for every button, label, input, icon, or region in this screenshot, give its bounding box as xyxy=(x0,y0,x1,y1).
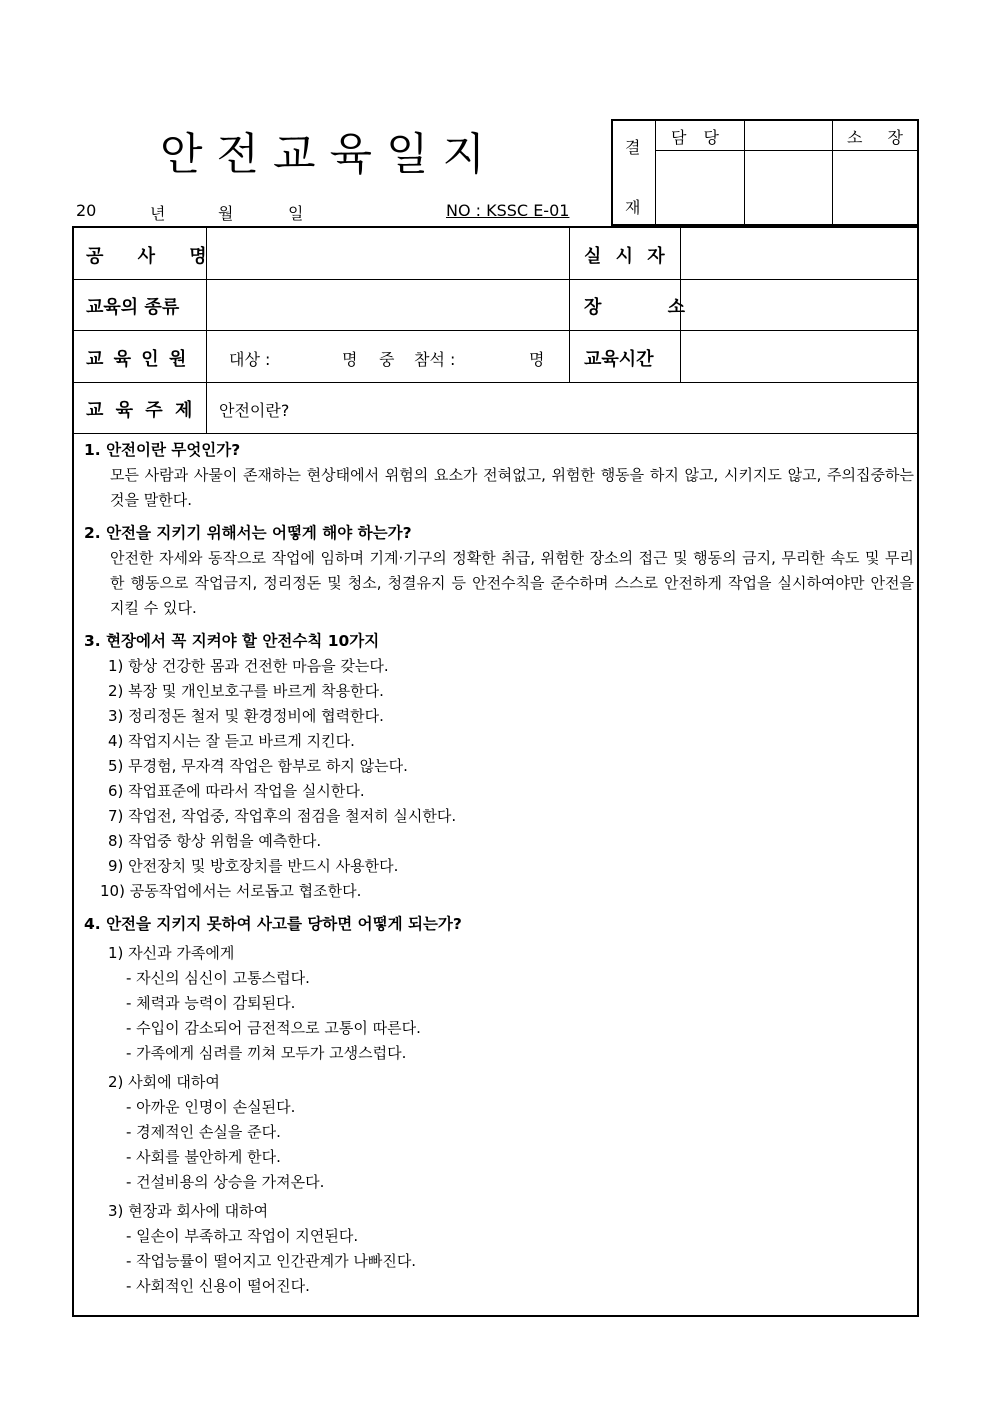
list-item: 6) 작업표준에 따라서 작업을 실시한다. xyxy=(108,782,365,800)
section-title: 4. 안전을 지키지 못하여 사고를 당하면 어떻게 되는가? xyxy=(84,915,462,933)
approval-box xyxy=(611,119,919,226)
staff-label: 교 육 인 원 xyxy=(86,349,189,370)
sub-heading: 2) 사회에 대하여 xyxy=(108,1073,220,1091)
list-item: 7) 작업전, 작업중, 작업후의 점검을 철저히 실시한다. xyxy=(108,807,457,825)
list-item: - 자신의 심신이 고통스럽다. xyxy=(126,969,310,987)
list-item: 9) 안전장치 및 방호장치를 반드시 사용한다. xyxy=(108,857,399,875)
sub-heading: 1) 자신과 가족에게 xyxy=(108,944,235,962)
list-item: 3) 정리정돈 철저 및 환경정비에 협력한다. xyxy=(108,707,384,725)
list-item: - 경제적인 손실을 준다. xyxy=(126,1123,281,1141)
date-year-prefix: 20 xyxy=(76,201,97,220)
staff-unit-1: 명 xyxy=(342,350,358,369)
list-item: - 아까운 인명이 손실된다. xyxy=(126,1098,296,1116)
approval-col-manager: 담 당 xyxy=(671,128,725,147)
staff-target: 대상 : xyxy=(229,350,271,369)
place-label: 장 소 xyxy=(584,297,716,318)
staff-unit-2: 명 xyxy=(529,350,545,369)
executor-label: 실 시 자 xyxy=(584,246,669,267)
list-item: 1) 항상 건강한 몸과 건전한 마음을 갖는다. xyxy=(108,657,389,675)
date-year: 년 xyxy=(150,204,166,223)
education-log-table xyxy=(72,226,919,1317)
list-item: - 사회적인 신용이 떨어진다. xyxy=(126,1277,310,1295)
education-time-label: 교육시간 xyxy=(584,349,654,370)
section-title: 1. 안전이란 무엇인가? xyxy=(84,441,241,459)
education-content xyxy=(84,438,914,1299)
list-item: - 수입이 감소되어 금전적으로 고통이 따른다. xyxy=(126,1019,421,1037)
list-item: - 사회를 불안하게 한다. xyxy=(126,1148,281,1166)
document-number: NO : KSSC E-01 xyxy=(446,201,570,220)
list-item: - 가족에게 심려를 끼쳐 모두가 고생스럽다. xyxy=(126,1044,407,1062)
staff-attend: 참석 : xyxy=(414,350,456,369)
topic-value: 안전이란? xyxy=(219,401,290,420)
sub-heading: 3) 현장과 회사에 대하여 xyxy=(108,1202,269,1220)
section-text: 모든 사람과 사물이 존재하는 현상태에서 위험의 요소가 전혀없고, 위험한 행동을 하지 않고, 시키지도 않고, 주의집중하는 것을 말한다. xyxy=(110,466,914,509)
list-item: - 작업능률이 떨어지고 인간관계가 나빠진다. xyxy=(126,1252,417,1270)
list-item: 5) 무경험, 무자격 작업은 함부로 하지 않는다. xyxy=(108,757,408,775)
list-item: 2) 복장 및 개인보호구를 바르게 착용한다. xyxy=(108,682,384,700)
list-item: 10) 공동작업에서는 서로돕고 협조한다. xyxy=(100,882,362,900)
section-title: 2. 안전을 지키기 위해서는 어떻게 해야 하는가? xyxy=(84,524,412,542)
page-title: 안전교육일지 xyxy=(160,129,500,180)
list-item: - 건설비용의 상승을 가져온다. xyxy=(126,1173,325,1191)
approval-label-top: 결 xyxy=(625,138,641,157)
section-text: 안전한 자세와 동작으로 작업에 임하며 기계·기구의 정확한 취급, 위험한 장소의 접근 및 행동의 금지, 무리한 속도 및 무리한 행동으로 작업금지, 정리정돈 및 청소, 청결유지 등 안전수칙을 준수하며 스스로 안전하게 작업을 실시하여야만 안전을 지킬 수 있다. xyxy=(110,549,914,617)
list-item: - 일손이 부족하고 작업이 지연된다. xyxy=(126,1227,359,1245)
project-name-label: 공 사 명 xyxy=(86,246,221,267)
date-day: 일 xyxy=(288,204,304,223)
topic-label: 교 육 주 제 xyxy=(86,400,196,421)
list-item: 4) 작업지시는 잘 듣고 바르게 지킨다. xyxy=(108,732,355,750)
approval-label-bottom: 재 xyxy=(625,198,641,217)
section-title: 3. 현장에서 꼭 지켜야 할 안전수칙 10가지 xyxy=(84,632,380,650)
staff-mid: 중 xyxy=(379,350,395,369)
list-item: - 체력과 능력이 감퇴된다. xyxy=(126,994,296,1012)
approval-col-director: 소 장 xyxy=(847,128,913,147)
date-month: 월 xyxy=(218,204,234,223)
list-item: 8) 작업중 항상 위험을 예측한다. xyxy=(108,832,322,850)
education-type-label: 교육의 종류 xyxy=(86,297,180,318)
